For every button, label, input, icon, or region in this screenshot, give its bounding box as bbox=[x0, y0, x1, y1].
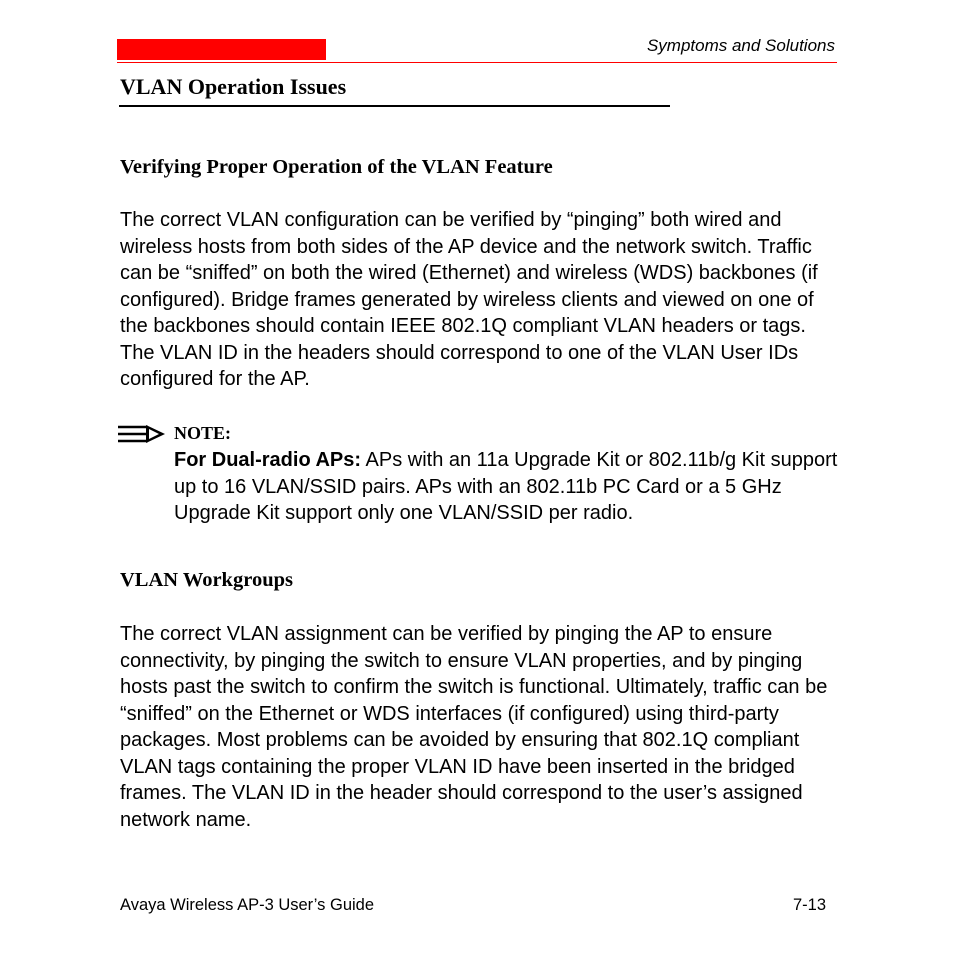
note-text: APs with an 11a Upgrade Kit or 802.11b/g Kit support up to 16 VLAN/SSID pairs. APs with an 802.11b PC Card or a 5 GHz Upgrade Kit support only one VLAN/SSID per radio. bbox=[174, 449, 838, 524]
verify-paragraph: The correct VLAN configuration can be verified by “pinging” both wired and wireless hosts from both sides of the AP device and the network switch. Traffic can be “sniffed” on both the wired (Ethernet) and wireless (WDS) backbones (if configured). Bridge frames generated by wireless clients and viewed on one of the backbones should contain IEEE 802.1Q compliant VLAN headers or tags. The VLAN ID in the headers should correspond to one of the VLAN User IDs configured for the AP. bbox=[120, 209, 818, 390]
workgroups-heading: VLAN Workgroups bbox=[120, 569, 293, 591]
section-title: VLAN Operation Issues bbox=[120, 74, 347, 99]
running-head: Symptoms and Solutions bbox=[646, 36, 835, 55]
header-rule bbox=[117, 62, 837, 63]
note-lead: For Dual-radio APs: bbox=[174, 449, 362, 471]
verify-heading: Verifying Proper Operation of the VLAN Feature bbox=[120, 156, 553, 178]
note-arrow-icon bbox=[117, 423, 167, 445]
note-label: NOTE: bbox=[174, 423, 232, 443]
footer-guide-title: Avaya Wireless AP-3 User’s Guide bbox=[120, 896, 375, 914]
header-accent-bar bbox=[117, 39, 326, 60]
section-title-rule bbox=[119, 105, 670, 107]
note-body bbox=[174, 447, 840, 527]
footer-page-number: 7-13 bbox=[792, 896, 826, 914]
workgroups-paragraph: The correct VLAN assignment can be verified by pinging the AP to ensure connectivity, by pinging the switch to ensure VLAN properties, and by pinging hosts past the switch to confirm the switch is functional. Ultimately, traffic can be “sniffed” on the Ethernet or WDS interfaces (if configured) using third-party packages. Most problems can be avoided by ensuring that 802.1Q compliant VLAN tags containing the proper VLAN ID have been inserted in the bridged frames. The VLAN ID in the header should correspond to the user’s assigned network name. bbox=[120, 623, 828, 831]
